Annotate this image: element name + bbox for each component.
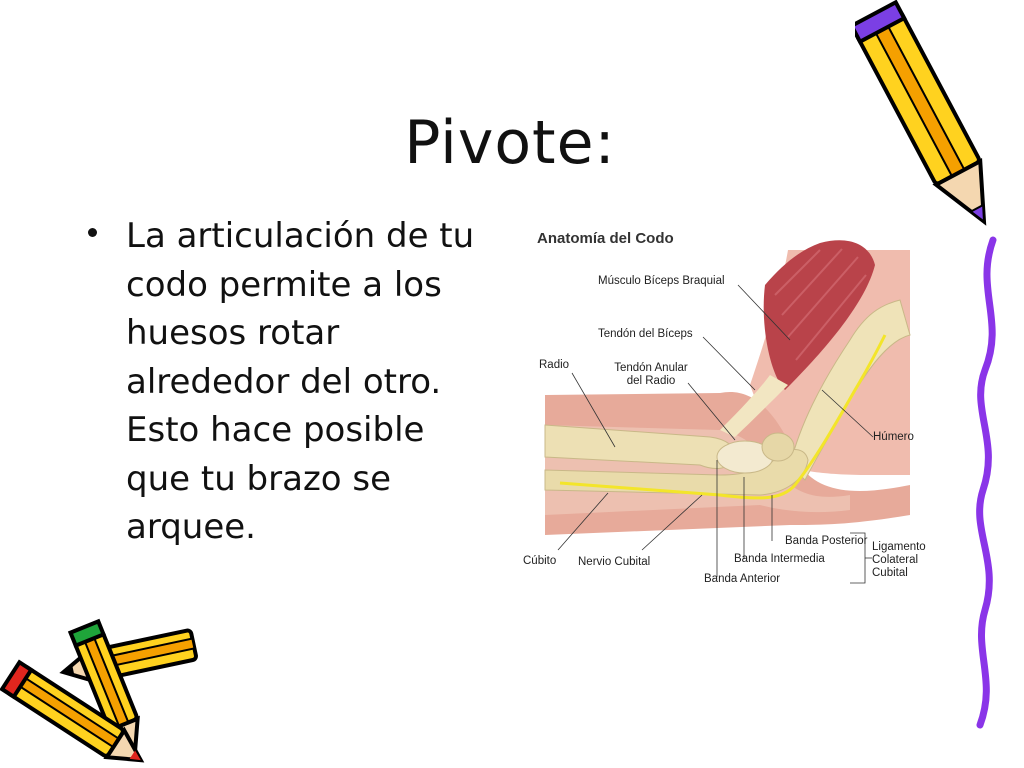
- label-ligament-line1: Ligamento: [872, 541, 926, 553]
- label-posterior-band: Banda Posterior: [785, 535, 868, 547]
- label-ligament-line3: Cubital: [872, 567, 908, 579]
- label-radius: Radio: [539, 359, 570, 371]
- bullet-text: La articulación de tu codo permite a los huesos rotar alrededor del otro. Esto hace posible que tu brazo se arquee.: [126, 216, 475, 547]
- label-humerus: Húmero: [873, 431, 914, 443]
- elbow-joint: [762, 433, 794, 461]
- pencil-icon: [855, 0, 1005, 245]
- label-annular-tendon-line2: del Radio: [626, 375, 676, 387]
- label-ulnar-nerve: Nervio Cubital: [578, 556, 651, 568]
- label-biceps-muscle: Músculo Bíceps Braquial: [598, 275, 725, 287]
- label-annular-tendon: [606, 362, 696, 388]
- label-ulna: Cúbito: [523, 555, 557, 567]
- label-intermediate-band: Banda Intermedia: [734, 553, 825, 565]
- label-biceps-tendon: Tendón del Bíceps: [598, 328, 693, 340]
- label-annular-tendon-line1: Tendón Anular: [614, 362, 688, 374]
- diagram-title: Anatomía del Codo: [537, 230, 674, 247]
- wavy-border-icon: [965, 230, 1015, 730]
- slide-title: Pivote:: [404, 108, 616, 178]
- elbow-illustration: [520, 225, 940, 595]
- label-anterior-band: Banda Anterior: [704, 573, 781, 585]
- label-collateral-ligament: [872, 541, 926, 580]
- pencils-icon: [0, 618, 210, 763]
- elbow-anatomy-diagram: [520, 225, 940, 595]
- bullet-marker: [88, 228, 97, 237]
- label-ligament-line2: Colateral: [872, 554, 919, 566]
